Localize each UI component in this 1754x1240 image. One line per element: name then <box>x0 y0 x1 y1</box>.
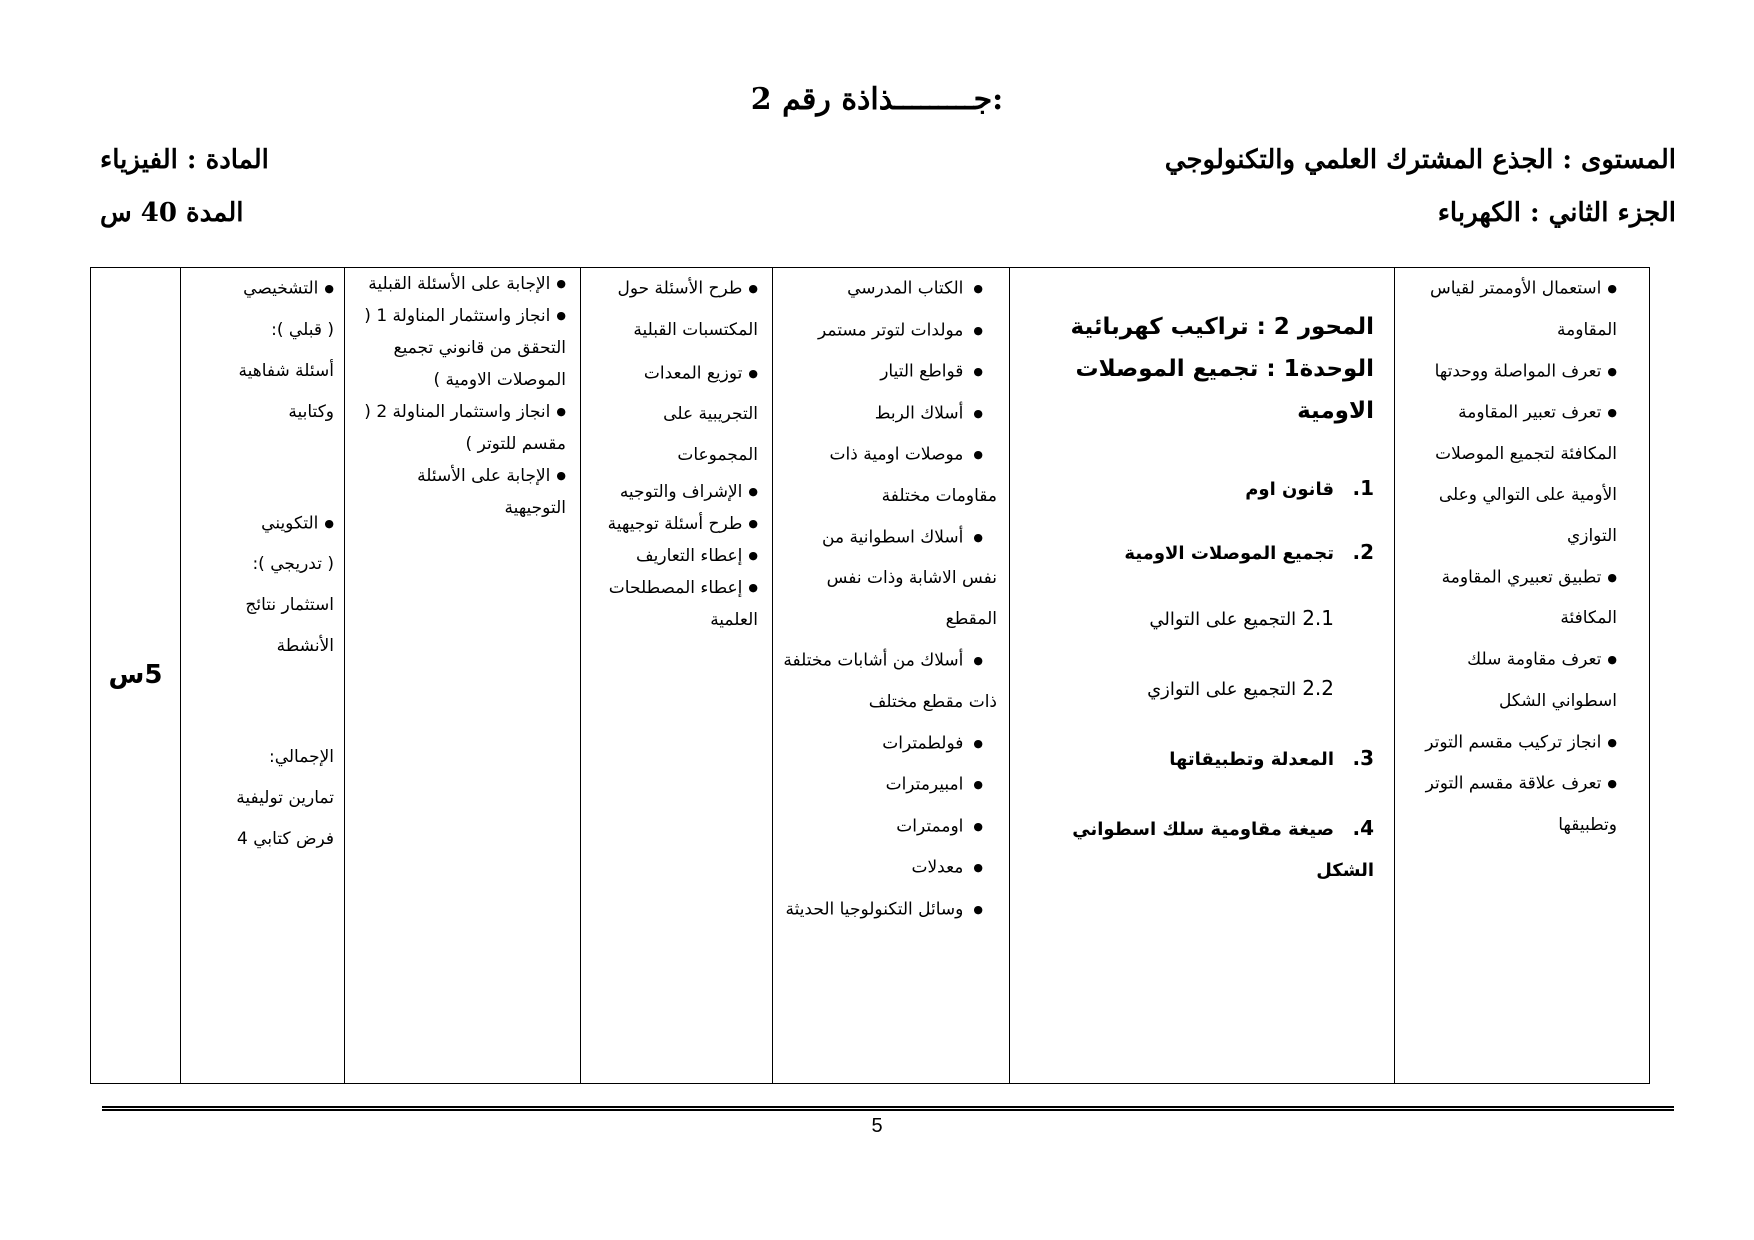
unit-heading: الوحدة1 : تجميع الموصلات الاومية <box>1075 356 1374 424</box>
content-item <box>1022 808 1374 891</box>
item-number: 4. <box>1352 816 1374 840</box>
list-item: ● الإشراف والتوجيه <box>591 476 758 508</box>
list-item: ● استعمال الأوممتر لقياس المقاومة <box>1425 268 1617 351</box>
eval-summative-title: الإجمالي: <box>268 747 334 767</box>
list-item: ● انجاز تركيب مقسم التوتر <box>1425 722 1617 764</box>
axis-heading: المحور 2 : تراكيب كهربائية <box>1070 314 1374 340</box>
list-item: ● اوممترات <box>783 806 997 848</box>
resources-cell <box>773 268 1010 1084</box>
content-subitem <box>1022 668 1374 710</box>
item-number: 2. <box>1352 540 1374 564</box>
eval-formative-type: ( تدريجي ): <box>252 554 334 574</box>
list-item: ● موصلات اومية ذات مقاومات مختلفة <box>783 434 997 517</box>
content-item <box>1022 532 1374 574</box>
page-number: 5 <box>871 1115 883 1137</box>
list-item: ● انجاز واستثمار المناولة 1 ( التحقق من قانوني تجميع الموصلات الاومية ) <box>355 300 566 396</box>
list-item: ● تعرف تعبير المقاومة المكافئة لتجميع الموصلات الأومية على التوالي وعلى التوازي <box>1425 392 1617 557</box>
eval-diagnostic-desc: أسئلة شفاهية وكتابية <box>238 360 334 422</box>
item-text: التجميع على التوالي <box>1149 609 1297 630</box>
content-item <box>1022 468 1374 510</box>
list-item: ● تعرف مقاومة سلك اسطواني الشكل <box>1425 639 1617 722</box>
time-cell: 5س <box>91 268 181 1084</box>
list-item: ● الكتاب المدرسي <box>783 268 997 310</box>
item-text: المعدلة وتطبيقاتها <box>1169 749 1334 770</box>
item-number: 1. <box>1352 476 1374 500</box>
content-item <box>1022 738 1374 780</box>
eval-formative-desc: استثمار نتائج الأنشطة <box>245 595 334 656</box>
list-item: ● مولدات لتوتر مستمر <box>783 310 997 352</box>
list-item: ● وسائل التكنولوجيا الحديثة <box>783 889 997 931</box>
list-item: ● أسلاك الربط <box>783 393 997 435</box>
learner-activities-cell <box>345 268 581 1084</box>
item-number: 2.2 <box>1302 676 1334 700</box>
list-item: ● الإجابة على الأسئلة التوجيهية <box>355 460 566 524</box>
item-text: التجميع على التوازي <box>1147 679 1297 700</box>
item-text: تجميع الموصلات الاومية <box>1124 543 1334 564</box>
objectives-cell <box>1395 268 1650 1084</box>
item-number: 3. <box>1352 746 1374 770</box>
subject-label: المادة : الفيزياء <box>100 145 269 175</box>
list-item: ● أسلاك اسطوانية من نفس الاشابة وذات نفس المقطع <box>783 517 997 641</box>
list-item: ● إعطاء التعاريف <box>591 540 758 572</box>
item-number: 2.1 <box>1302 606 1334 630</box>
part-label: الجزء الثاني : الكهرباء <box>1437 198 1676 228</box>
list-item: ● تطبيق تعبيري المقاومة المكافئة <box>1425 557 1617 640</box>
list-item: ● تعرف علاقة مقسم التوتر وتطبيقها <box>1425 763 1617 846</box>
list-item: ● امبيرمترات <box>783 764 997 806</box>
list-item: ● إعطاء المصطلحات العلمية <box>591 572 758 636</box>
list-item: ● طرح الأسئلة حول المكتسبات القبلية <box>591 268 758 351</box>
list-item: ● معدلات <box>783 847 997 889</box>
item-text: قانون اوم <box>1245 479 1334 500</box>
list-item: ● أسلاك من أشابات مختلفة ذات مقطع مختلف <box>783 640 997 723</box>
content-subitem <box>1022 598 1374 640</box>
item-text: صيغة مقاومية سلك اسطواني الشكل <box>1072 819 1374 881</box>
list-item: ● تعرف المواصلة ووحدتها <box>1425 351 1617 393</box>
duration-label: المدة 40 س <box>100 198 244 228</box>
level-label: المستوى : الجذع المشترك العلمي والتكنولوجي <box>1164 145 1676 175</box>
eval-diagnostic-type: ( قبلي ): <box>271 319 334 340</box>
teacher-activities-cell <box>581 268 773 1084</box>
footer-divider <box>102 1106 1674 1111</box>
content-cell <box>1010 268 1395 1084</box>
eval-formative-title: ● التكويني <box>189 503 334 545</box>
eval-summative-line: فرض كتابي 4 <box>237 829 334 849</box>
lesson-table <box>90 267 1650 1084</box>
list-item: ● طرح أسئلة توجيهية <box>591 508 758 540</box>
list-item: ● انجاز واستثمار المناولة 2 ( مقسم للتوتر ) <box>355 396 566 460</box>
list-item: ● توزيع المعدات التجريبية على المجموعات <box>591 353 758 477</box>
list-item: ● فولطمترات <box>783 723 997 765</box>
list-item: ● الإجابة على الأسئلة القبلية <box>355 268 566 300</box>
list-item: ● قواطع التيار <box>783 351 997 393</box>
evaluation-cell <box>181 268 345 1084</box>
eval-summative-line: تمارين توليفية <box>236 788 334 808</box>
eval-diagnostic-title: ● التشخيصي <box>189 268 334 310</box>
page-title: جـــــــــذاذة رقم 2: <box>750 82 1004 117</box>
